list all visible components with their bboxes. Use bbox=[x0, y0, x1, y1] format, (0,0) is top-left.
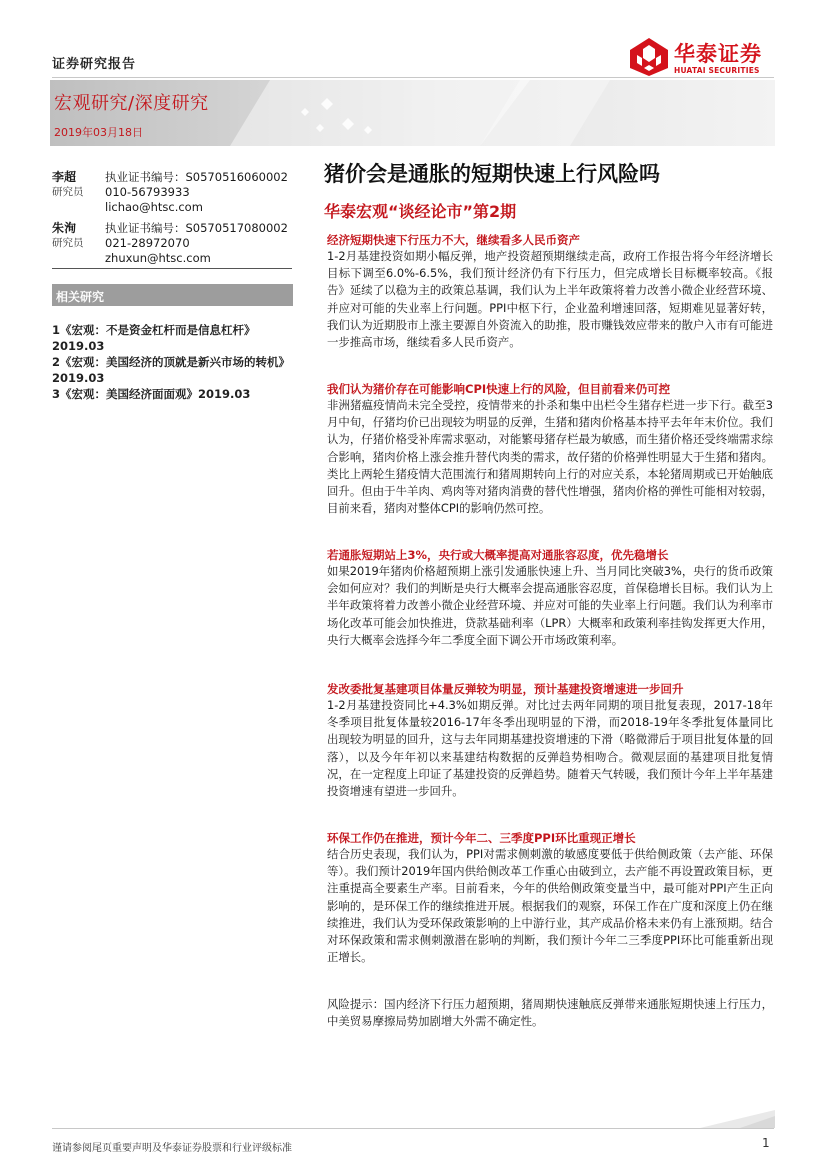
report-date: 2019年03月18日 bbox=[54, 126, 143, 139]
huatai-logo-icon bbox=[630, 38, 668, 76]
section-body: 1-2月基建投资如期小幅反弹，地产投资超预期继续走高，政府工作报告将今年经济增长目标下调至6.0%-6.5%，我们预计经济仍有下行压力，但完成增长目标概率较高。《报告》延续了以稳为主的政策总基调，我们认为上半年政策将着力改善小微企业经营环境、并应对可能的失业率上行问题。PPI中枢下行，企业盈利增速回落，短期难见显著好转，我们认为近期股市上涨主要源自外资流入的助推，股市赚钱效应带来的散户入市有可能进一步推高市场，继续看多人民币资产。 bbox=[327, 249, 773, 350]
section-body: 非洲猪瘟疫情尚未完全受控，疫情带来的扑杀和集中出栏令生猪存栏进一步下行。截至3月中旬，仔猪均价已出现较为明显的反弹，生猪和猪肉价格基本持平去年年末价位。我们认为，仔猪价格受补库需求驱动，对能繁母猪存栏最为敏感，而生猪价格还受终端需求综合影响，猪肉价格上涨会推升替代肉类的需求，故仔猪的价格弹性明显大于生猪和猪肉。类比上两轮生猪疫情大范围流行和猪周期转向上行的对应关系，本轮猪周期或已开始触底回升。但由于牛羊肉、鸡肉等对猪肉消费的替代性增强，猪肉价格的弹性可能相对较弱，目前来看，猪肉对整体CPI的影响仍然可控。 bbox=[327, 398, 773, 516]
section-heading: 发改委批复基建项目体量反弹较为明显，预计基建投资增速进一步回升 bbox=[327, 682, 684, 696]
report-subtitle: 华泰宏观“谈经论市”第2期 bbox=[324, 202, 517, 221]
footer-divider bbox=[52, 1128, 774, 1129]
category-title: 宏观研究/深度研究 bbox=[54, 93, 209, 114]
section-heading: 我们认为猪价存在可能影响CPI快速上行的风险，但目前看来仍可控 bbox=[327, 382, 671, 396]
section-heading: 经济短期快速下行压力不大，继续看多人民币资产 bbox=[327, 233, 580, 247]
related-research-item[interactable]: 2《宏观：美国经济的顶就是新兴市场的转机》2019.03 bbox=[52, 355, 290, 385]
analyst-role: 研究员 bbox=[52, 237, 84, 249]
sidebar-divider bbox=[52, 268, 292, 269]
logo-name-cn: 华泰证券 bbox=[674, 42, 762, 66]
report-title: 猪价会是通胀的短期快速上行风险吗 bbox=[324, 162, 660, 186]
analyst-cert: 执业证书编号：S0570516060002 bbox=[105, 170, 288, 184]
analyst-name: 李超 bbox=[52, 170, 77, 184]
section-heading: 环保工作仍在推进，预计今年二、三季度PPI环比重现正增长 bbox=[327, 831, 636, 845]
analyst-phone: 010-56793933 bbox=[105, 185, 190, 199]
section-heading: 若通胀短期站上3%，央行或大概率提高对通胀容忍度，优先稳增长 bbox=[327, 548, 669, 562]
analyst-name: 朱洵 bbox=[52, 221, 77, 235]
logo-name-en: HUATAI SECURITIES bbox=[674, 66, 760, 75]
analyst-email[interactable]: lichao@htsc.com bbox=[105, 200, 203, 214]
section-body: 结合历史表现，我们认为，PPI对需求侧刺激的敏感度要低于供给侧政策（去产能、环保等）。我们预计2019年国内供给侧改革工作重心由破到立，去产能不再设置政策目标，更注重提高全要素生产率。目前看来，今年的供给侧政策变量当中，最可能对PPI产生正向影响的，是环保工作的继续推进开展。根据我们的观察，环保工作在广度和深度上仍在继续推进，我们认为受环保政策影响的上中游行业，其产成品价格未来仍有上涨预期。结合对环保政策和需求侧刺激潜在影响的判断，我们预计今年二三季度PPI环比可能重新出现正增长。 bbox=[327, 847, 773, 965]
header-divider bbox=[52, 77, 774, 78]
risk-warning: 风险提示：国内经济下行压力超预期，猪周期快速触底反弹带来通胀短期快速上行压力，中美贸易摩擦局势加剧增大外需不确定性。 bbox=[327, 997, 773, 1029]
section-body: 如果2019年猪肉价格超预期上涨引发通胀快速上升、当月同比突破3%，央行的货币政策会如何应对？我们的判断是央行大概率会提高通胀容忍度，首保稳增长目标。我们认为上半年政策将着力改善小微企业经营环境、并应对可能的失业率上行问题。我们认为利率市场化改革可能会加快推进，贷款基础利率（LPR）大概率和政策利率挂钩发挥更大作用，央行大概率会选择今年二季度全面下调公开市场政策利率。 bbox=[327, 564, 773, 647]
analyst-phone: 021-28972070 bbox=[105, 236, 190, 250]
analyst-card bbox=[52, 221, 297, 281]
related-research-title: 相关研究 bbox=[56, 290, 105, 304]
footer-decoration bbox=[680, 1110, 775, 1130]
analyst-cert: 执业证书编号：S0570517080002 bbox=[105, 221, 288, 235]
huatai-logo bbox=[630, 38, 778, 78]
page-number: 1 bbox=[762, 1136, 770, 1150]
report-type-label: 证券研究报告 bbox=[52, 57, 137, 72]
analyst-email[interactable]: zhuxun@htsc.com bbox=[105, 251, 211, 265]
analyst-role: 研究员 bbox=[52, 186, 84, 198]
related-research-item[interactable]: 1《宏观：不是资金杠杆而是信息杠杆》2019.03 bbox=[52, 323, 256, 353]
footer-disclaimer[interactable]: 谨请参阅尾页重要声明及华泰证券股票和行业评级标准 bbox=[52, 1143, 292, 1154]
related-research-item[interactable]: 3《宏观：美国经济面面观》2019.03 bbox=[52, 387, 251, 401]
section-body: 1-2月基建投资同比+4.3%如期反弹。对比过去两年同期的项目批复表现，2017-18年冬季项目批复体量较2016-17年冬季出现明显的下滑，而2018-19年冬季批复体量同比出现较为明显的回升，这与去年同期基建投资增速的下滑（略微滞后于项目批复体量的回落），以及今年年初以来基建结构数据的反弹趋势相吻合。微观层面的基建项目批复情况，在一定程度上印证了基建投资的反弹趋势。随着天气转暖，我们预计今年上半年基建投资增速有望进一步回升。 bbox=[327, 698, 773, 799]
category-banner bbox=[50, 80, 775, 146]
